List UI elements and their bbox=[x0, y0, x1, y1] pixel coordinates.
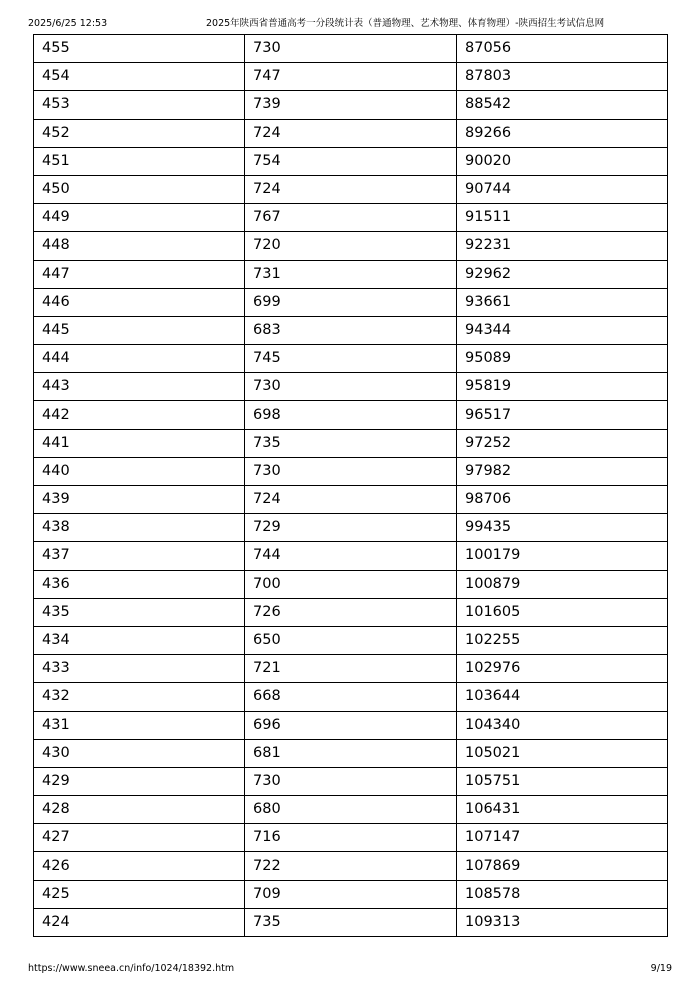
table-row bbox=[34, 63, 668, 91]
count-cell: 745 bbox=[245, 345, 457, 373]
table-row bbox=[34, 147, 668, 175]
score-cell: 446 bbox=[34, 288, 245, 316]
score-cell: 442 bbox=[34, 401, 245, 429]
cumulative-cell: 87056 bbox=[457, 35, 668, 63]
table-row bbox=[34, 739, 668, 767]
score-cell: 449 bbox=[34, 204, 245, 232]
cumulative-cell: 98706 bbox=[457, 486, 668, 514]
cumulative-cell: 94344 bbox=[457, 316, 668, 344]
score-cell: 431 bbox=[34, 711, 245, 739]
score-cell: 428 bbox=[34, 796, 245, 824]
table-row bbox=[34, 852, 668, 880]
table-row bbox=[34, 457, 668, 485]
page-url: https://www.sneea.cn/info/1024/18392.htm bbox=[28, 963, 235, 974]
score-cell: 448 bbox=[34, 232, 245, 260]
score-cell: 434 bbox=[34, 626, 245, 654]
score-cell: 453 bbox=[34, 91, 245, 119]
count-cell: 724 bbox=[245, 175, 457, 203]
table-row bbox=[34, 767, 668, 795]
table-row bbox=[34, 316, 668, 344]
count-cell: 747 bbox=[245, 63, 457, 91]
table-row bbox=[34, 429, 668, 457]
count-cell: 700 bbox=[245, 570, 457, 598]
score-cell: 440 bbox=[34, 457, 245, 485]
count-cell: 735 bbox=[245, 908, 457, 936]
score-cell: 425 bbox=[34, 880, 245, 908]
count-cell: 726 bbox=[245, 598, 457, 626]
cumulative-cell: 103644 bbox=[457, 683, 668, 711]
table-row bbox=[34, 486, 668, 514]
cumulative-cell: 96517 bbox=[457, 401, 668, 429]
score-cell: 432 bbox=[34, 683, 245, 711]
cumulative-cell: 92231 bbox=[457, 232, 668, 260]
table-row bbox=[34, 626, 668, 654]
table-row bbox=[34, 683, 668, 711]
count-cell: 739 bbox=[245, 91, 457, 119]
count-cell: 730 bbox=[245, 35, 457, 63]
score-cell: 426 bbox=[34, 852, 245, 880]
cumulative-cell: 88542 bbox=[457, 91, 668, 119]
cumulative-cell: 90020 bbox=[457, 147, 668, 175]
score-cell: 436 bbox=[34, 570, 245, 598]
table-row bbox=[34, 542, 668, 570]
table-row bbox=[34, 908, 668, 936]
score-cell: 424 bbox=[34, 908, 245, 936]
cumulative-cell: 92962 bbox=[457, 260, 668, 288]
count-cell: 698 bbox=[245, 401, 457, 429]
cumulative-cell: 95089 bbox=[457, 345, 668, 373]
count-cell: 744 bbox=[245, 542, 457, 570]
table-row bbox=[34, 91, 668, 119]
score-cell: 441 bbox=[34, 429, 245, 457]
table-row bbox=[34, 711, 668, 739]
cumulative-cell: 91511 bbox=[457, 204, 668, 232]
table-row bbox=[34, 119, 668, 147]
cumulative-cell: 97982 bbox=[457, 457, 668, 485]
cumulative-cell: 89266 bbox=[457, 119, 668, 147]
score-cell: 429 bbox=[34, 767, 245, 795]
cumulative-cell: 93661 bbox=[457, 288, 668, 316]
cumulative-cell: 100179 bbox=[457, 542, 668, 570]
score-cell: 439 bbox=[34, 486, 245, 514]
score-cell: 430 bbox=[34, 739, 245, 767]
count-cell: 683 bbox=[245, 316, 457, 344]
table-row bbox=[34, 373, 668, 401]
count-cell: 720 bbox=[245, 232, 457, 260]
cumulative-cell: 102976 bbox=[457, 655, 668, 683]
cumulative-cell: 105751 bbox=[457, 767, 668, 795]
score-cell: 451 bbox=[34, 147, 245, 175]
count-cell: 696 bbox=[245, 711, 457, 739]
count-cell: 724 bbox=[245, 119, 457, 147]
table-row bbox=[34, 288, 668, 316]
count-cell: 730 bbox=[245, 457, 457, 485]
table-row bbox=[34, 260, 668, 288]
table-row bbox=[34, 796, 668, 824]
table-body bbox=[34, 35, 668, 937]
score-cell: 447 bbox=[34, 260, 245, 288]
score-cell: 437 bbox=[34, 542, 245, 570]
count-cell: 650 bbox=[245, 626, 457, 654]
count-cell: 680 bbox=[245, 796, 457, 824]
count-cell: 716 bbox=[245, 824, 457, 852]
page-number: 9/19 bbox=[650, 963, 672, 974]
table-row bbox=[34, 345, 668, 373]
cumulative-cell: 99435 bbox=[457, 514, 668, 542]
count-cell: 722 bbox=[245, 852, 457, 880]
score-cell: 427 bbox=[34, 824, 245, 852]
score-cell: 452 bbox=[34, 119, 245, 147]
score-cell: 433 bbox=[34, 655, 245, 683]
cumulative-cell: 97252 bbox=[457, 429, 668, 457]
print-footer bbox=[28, 962, 672, 976]
cumulative-cell: 102255 bbox=[457, 626, 668, 654]
count-cell: 735 bbox=[245, 429, 457, 457]
cumulative-cell: 108578 bbox=[457, 880, 668, 908]
count-cell: 731 bbox=[245, 260, 457, 288]
cumulative-cell: 107147 bbox=[457, 824, 668, 852]
count-cell: 699 bbox=[245, 288, 457, 316]
score-cell: 444 bbox=[34, 345, 245, 373]
table-row bbox=[34, 655, 668, 683]
print-header bbox=[28, 17, 672, 31]
score-cell: 450 bbox=[34, 175, 245, 203]
count-cell: 668 bbox=[245, 683, 457, 711]
table-row bbox=[34, 880, 668, 908]
score-cell: 455 bbox=[34, 35, 245, 63]
cumulative-cell: 107869 bbox=[457, 852, 668, 880]
score-distribution-table bbox=[33, 34, 668, 937]
score-cell: 435 bbox=[34, 598, 245, 626]
count-cell: 730 bbox=[245, 767, 457, 795]
table-row bbox=[34, 35, 668, 63]
count-cell: 767 bbox=[245, 204, 457, 232]
cumulative-cell: 101605 bbox=[457, 598, 668, 626]
count-cell: 721 bbox=[245, 655, 457, 683]
score-cell: 438 bbox=[34, 514, 245, 542]
table-row bbox=[34, 824, 668, 852]
cumulative-cell: 90744 bbox=[457, 175, 668, 203]
cumulative-cell: 105021 bbox=[457, 739, 668, 767]
count-cell: 709 bbox=[245, 880, 457, 908]
count-cell: 754 bbox=[245, 147, 457, 175]
page-title: 2025年陕西省普通高考一分段统计表（普通物理、艺术物理、体育物理）-陕西招生考试信息网 bbox=[206, 18, 605, 29]
count-cell: 730 bbox=[245, 373, 457, 401]
count-cell: 681 bbox=[245, 739, 457, 767]
print-datetime: 2025/6/25 12:53 bbox=[28, 18, 108, 29]
cumulative-cell: 104340 bbox=[457, 711, 668, 739]
table-row bbox=[34, 232, 668, 260]
table-row bbox=[34, 401, 668, 429]
table-row bbox=[34, 175, 668, 203]
table-row bbox=[34, 204, 668, 232]
score-cell: 454 bbox=[34, 63, 245, 91]
score-cell: 445 bbox=[34, 316, 245, 344]
cumulative-cell: 87803 bbox=[457, 63, 668, 91]
cumulative-cell: 109313 bbox=[457, 908, 668, 936]
count-cell: 724 bbox=[245, 486, 457, 514]
table-row bbox=[34, 598, 668, 626]
cumulative-cell: 100879 bbox=[457, 570, 668, 598]
count-cell: 729 bbox=[245, 514, 457, 542]
cumulative-cell: 95819 bbox=[457, 373, 668, 401]
score-cell: 443 bbox=[34, 373, 245, 401]
table-row bbox=[34, 514, 668, 542]
cumulative-cell: 106431 bbox=[457, 796, 668, 824]
table-row bbox=[34, 570, 668, 598]
